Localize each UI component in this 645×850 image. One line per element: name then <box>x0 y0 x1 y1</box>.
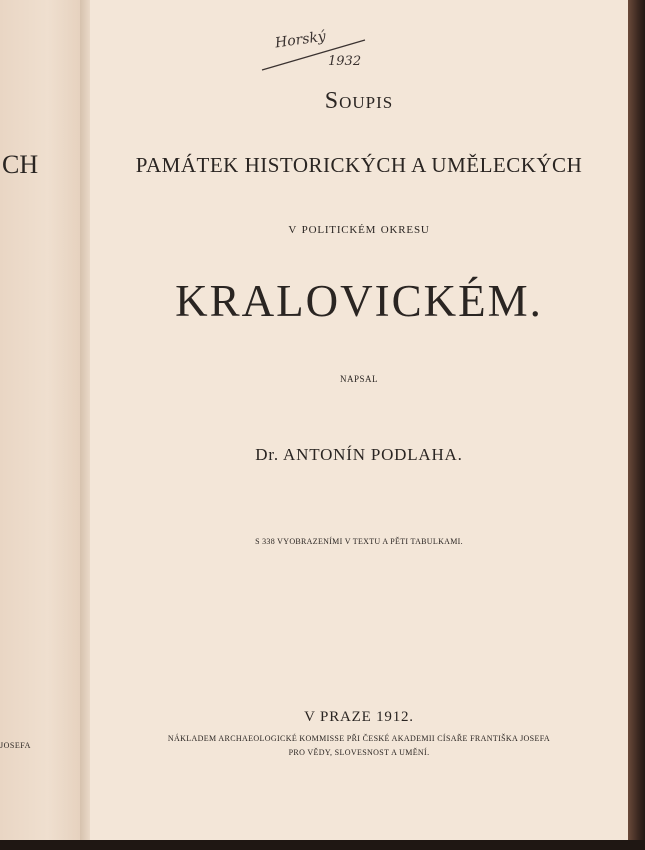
title-soupis: Soupis <box>324 88 394 114</box>
publisher-line-2: PRO VĚDY, SLOVESNOST A UMĚNÍ. <box>288 748 430 757</box>
author-name: Dr. ANTONÍN PODLAHA. <box>255 445 463 464</box>
illustrations-note: S 338 VYOBRAZENÍMI V TEXTU A PĚTI TABULKAMI. <box>255 537 463 546</box>
napsal-label: NAPSAL <box>339 374 378 384</box>
left-page-fragment-top: CH <box>2 150 39 179</box>
left-page-fragment-bottom: JOSEFA <box>0 741 31 750</box>
place-year: V PRAZE 1912. <box>304 709 414 725</box>
handwritten-signature: Horský <box>274 28 327 52</box>
title-okres: v politickém okresu <box>288 221 430 237</box>
title-pamatek: PAMÁTEK HISTORICKÝCH A UMĚLECKÝCH <box>135 153 583 177</box>
handwritten-year: 1932 <box>328 54 362 69</box>
publisher-line-1: NÁKLADEM ARCHAEOLOGICKÉ KOMMISSE PŘI ČESKÉ AKADEMII CÍSAŘE FRANTIŠKA JOSEFA <box>167 734 551 743</box>
title-kralovickem: KRALOVICKÉM. <box>175 276 543 326</box>
